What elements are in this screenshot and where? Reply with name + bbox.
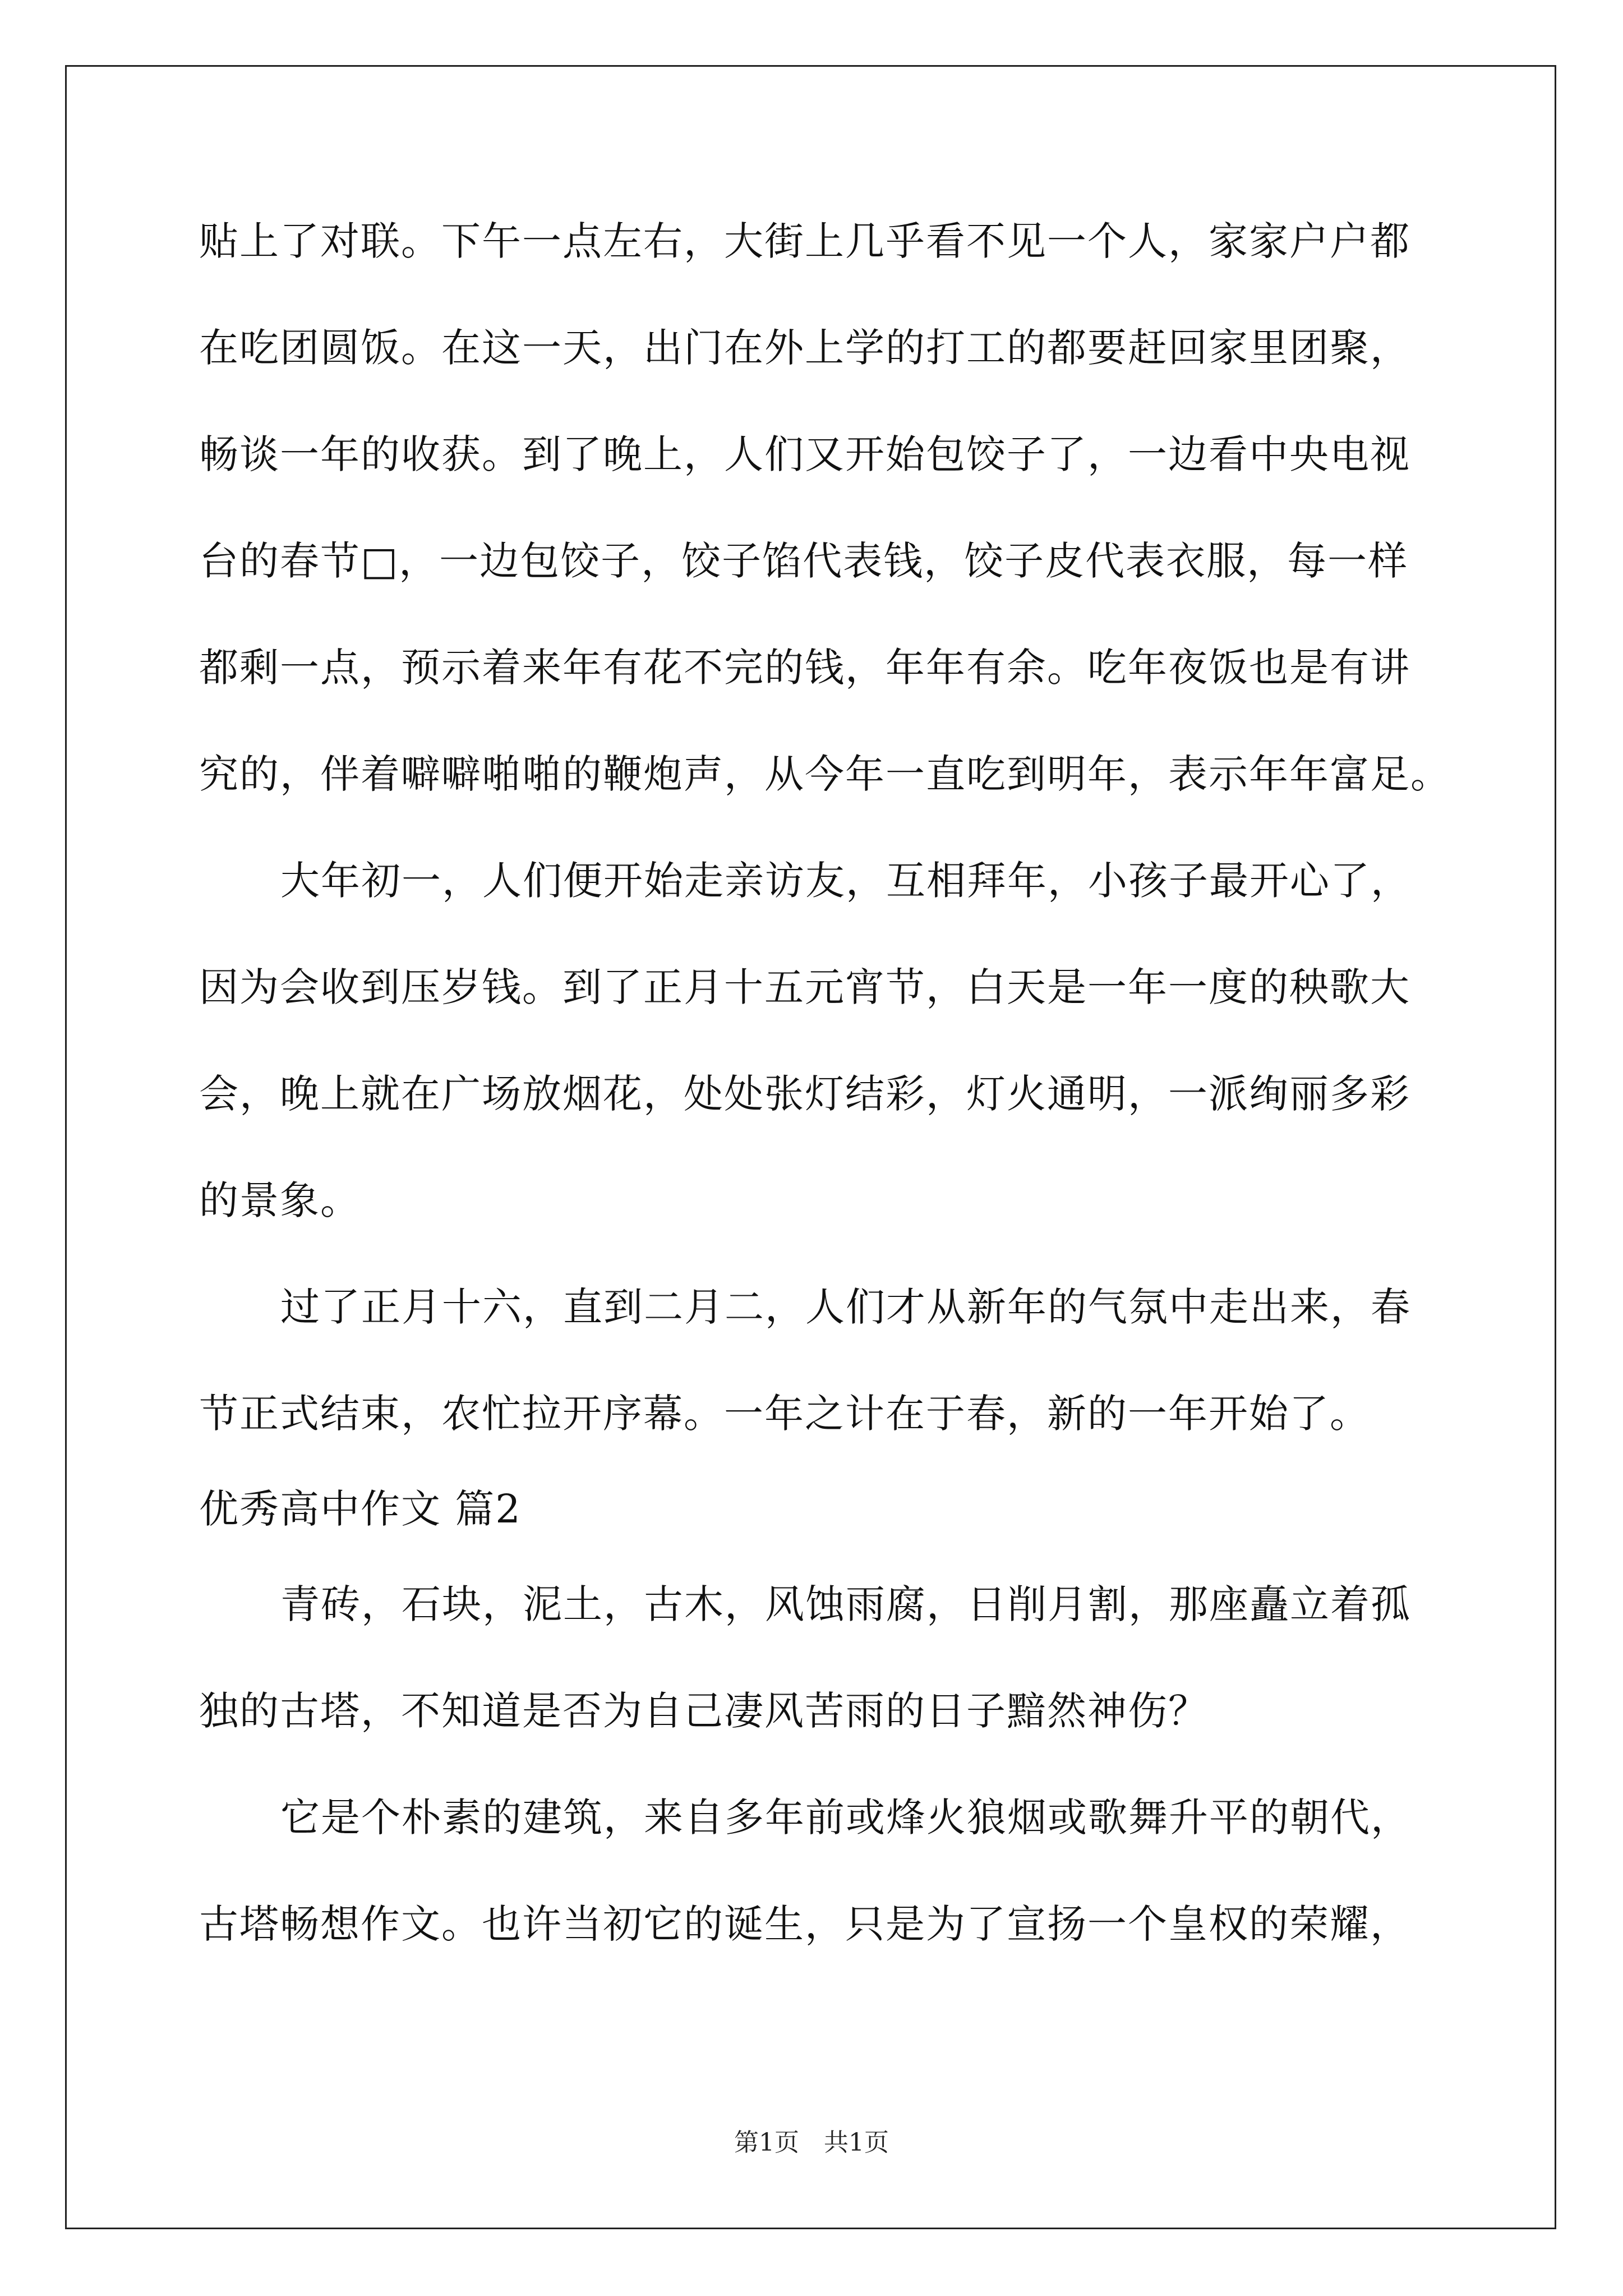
text-line: 都剩一点，预示着来年有花不完的钱，年年有余。吃年夜饭也是有讲	[199, 645, 1410, 691]
section-heading: 优秀高中作文 篇2	[199, 1486, 522, 1532]
text-line: 畅谈一年的收获。到了晚上，人们又开始包饺子了，一边看中央电视	[199, 431, 1410, 477]
text-line: 过了正月十六，直到二月二，人们才从新年的气氛中走出来，春	[280, 1284, 1411, 1330]
text-line: 在吃团圆饭。在这一天，出门在外上学的打工的都要赶回家里团聚，	[199, 325, 1410, 371]
text-line: 大年初一，人们便开始走亲访友，互相拜年，小孩子最开心了，	[280, 858, 1411, 904]
text-line: 古塔畅想作文。也许当初它的诞生，只是为了宣扬一个皇权的荣耀，	[199, 1901, 1410, 1947]
text-line: 台的春节□，一边包饺子，饺子馅代表钱，饺子皮代表衣服，每一样	[199, 538, 1409, 584]
text-line: 节正式结束，农忙拉开序幕。一年之计在于春，新的一年开始了。	[199, 1391, 1370, 1437]
text-line: 青砖，石块，泥土，古木，风蚀雨腐，日削月割，那座矗立着孤	[280, 1581, 1411, 1627]
text-line: 因为会收到压岁钱。到了正月十五元宵节，白天是一年一度的秧歌大	[199, 964, 1410, 1010]
text-line: 独的古塔，不知道是否为自己凄风苦雨的日子黯然神伤？	[199, 1688, 1209, 1734]
text-line: 的景象。	[199, 1177, 361, 1223]
page-number: 第1页 共1页	[734, 2128, 889, 2157]
text-line: 它是个朴素的建筑，来自多年前或烽火狼烟或歌舞升平的朝代，	[280, 1795, 1411, 1841]
text-line: 会，晚上就在广场放烟花，处处张灯结彩，灯火通明，一派绚丽多彩	[199, 1071, 1410, 1117]
text-line: 贴上了对联。下午一点左右，大街上几乎看不见一个人，家家户户都	[199, 218, 1410, 264]
text-line: 究的，伴着噼噼啪啪的鞭炮声，从今年一直吃到明年，表示年年富足。	[199, 751, 1451, 797]
